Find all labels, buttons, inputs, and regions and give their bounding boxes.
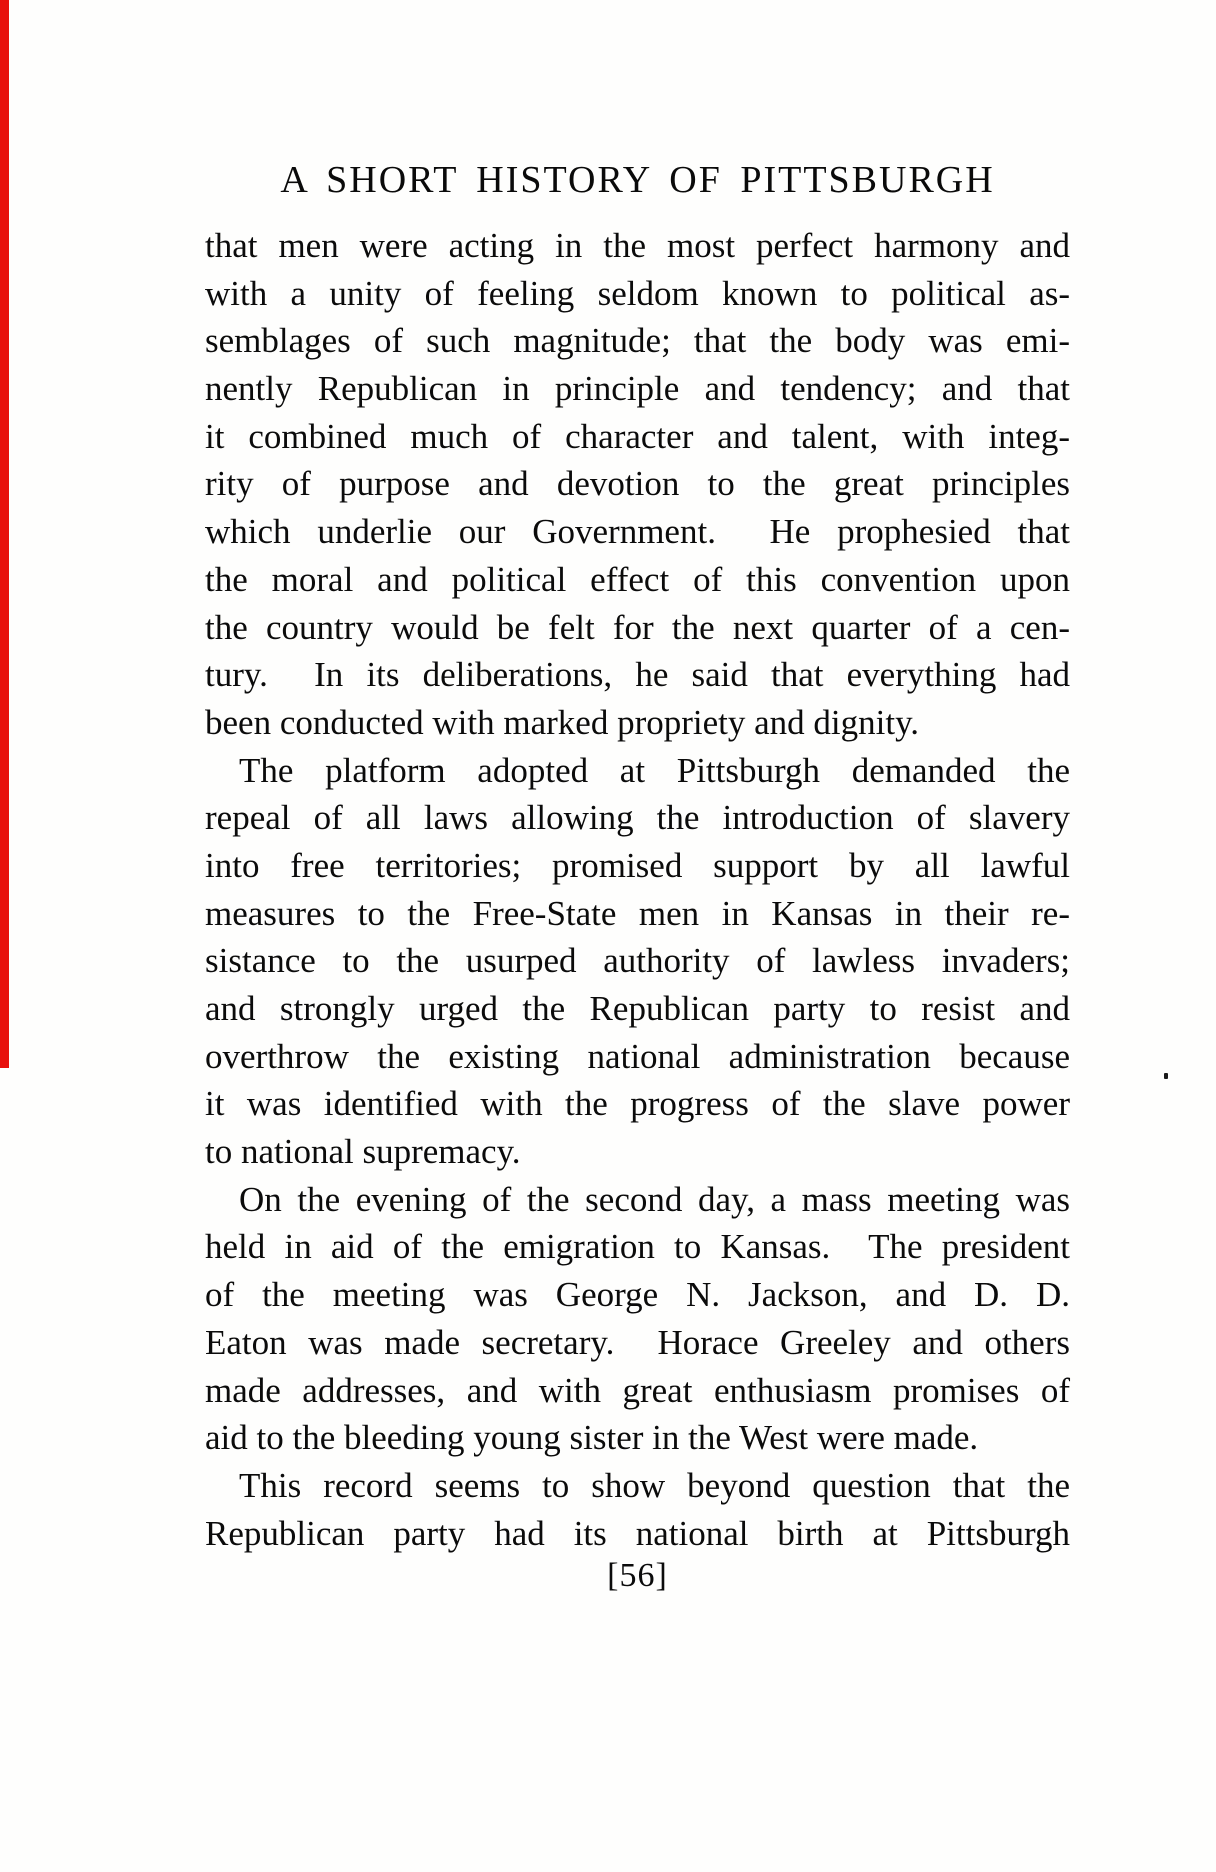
text-line: overthrow the existing national administration because	[205, 1036, 1070, 1076]
text-line: with a unity of feeling seldom known to political as-	[205, 273, 1070, 313]
text-line: it combined much of character and talent, with integ-	[205, 416, 1070, 456]
text-line: aid to the bleeding young sister in the West were made.	[205, 1418, 979, 1458]
text-line: sistance to the usurped authority of lawless invaders;	[205, 941, 1070, 981]
text-line: The platform adopted at Pittsburgh demanded the	[239, 750, 1070, 790]
text-line: been conducted with marked propriety and dignity.	[205, 702, 920, 742]
text-line: Eaton was made secretary. Horace Greeley and others	[205, 1322, 1070, 1362]
text-line: rity of purpose and devotion to the great principles	[205, 464, 1070, 504]
text-line: of the meeting was George N. Jackson, and D. D.	[205, 1275, 1070, 1315]
text-line: semblages of such magnitude; that the body was emi-	[205, 321, 1070, 361]
text-line: which underlie our Government. He prophesied that	[205, 512, 1070, 552]
text-line: measures to the Free-State men in Kansas in their re-	[205, 893, 1070, 933]
text-line: repeal of all laws allowing the introduction of slavery	[205, 798, 1070, 838]
text-line: and strongly urged the Republican party to resist and	[205, 989, 1070, 1028]
text-line: to national supremacy.	[205, 1132, 521, 1172]
text-line: tury. In its deliberations, he said that everything had	[205, 655, 1070, 695]
page-number: [56]	[607, 1557, 668, 1594]
body-text	[205, 222, 1070, 1557]
text-line: This record seems to show beyond question that the	[239, 1465, 1070, 1505]
text-line: the country would be felt for the next quarter of a cen-	[205, 607, 1070, 647]
ink-speck	[1164, 1073, 1168, 1079]
text-line: the moral and political effect of this convention upon	[205, 559, 1070, 599]
running-header: A SHORT HISTORY OF PITTSBURGH	[280, 159, 995, 201]
text-line: held in aid of the emigration to Kansas. The president	[205, 1227, 1070, 1267]
text-line: made addresses, and with great enthusiasm promises of	[205, 1370, 1070, 1410]
text-line: into free territories; promised support by all lawful	[205, 845, 1070, 885]
text-line: On the evening of the second day, a mass meeting was	[239, 1179, 1070, 1219]
scan-edge-red-stripe	[0, 0, 9, 1068]
text-line: nently Republican in principle and tendency; and that	[205, 369, 1070, 409]
text-line: that men were acting in the most perfect harmony and	[205, 226, 1070, 265]
text-line: it was identified with the progress of the slave power	[205, 1084, 1070, 1124]
text-line: Republican party had its national birth at Pittsburgh	[205, 1513, 1070, 1553]
